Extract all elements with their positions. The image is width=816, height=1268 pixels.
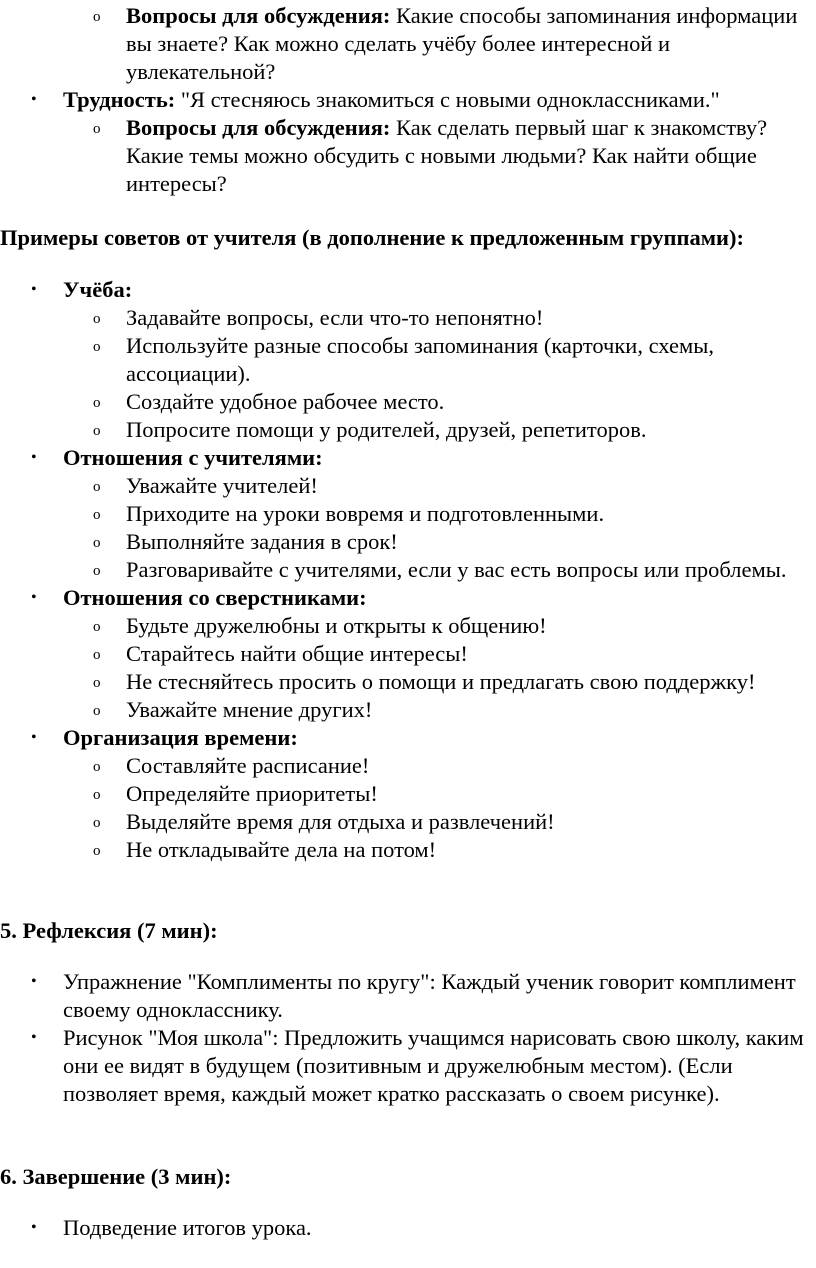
circle-bullet-icon: o — [93, 815, 101, 831]
tip-text: Определяйте приоритеты! — [126, 781, 378, 806]
tip-text: Используйте разные способы запоминания (карточки, схемы, ассоциации). — [126, 333, 714, 386]
tip-item — [0, 556, 814, 584]
item-text: Рисунок "Моя школа": Предложить учащимся нарисовать свою школу, каким они ее видят в будущем (позитивным и дружелюбным местом). (Если позволяет время, каждый может кратко рассказать о своем рисунке). — [63, 1025, 804, 1106]
tip-item — [0, 388, 814, 416]
difficulty-item — [0, 86, 813, 114]
tip-item — [0, 808, 814, 836]
tip-item — [0, 612, 814, 640]
circle-bullet-icon: o — [93, 759, 101, 775]
tip-text: Не стесняйтесь просить о помощи и предлагать свою поддержку! — [126, 669, 756, 694]
tips-heading: Примеры советов от учителя (в дополнение к предложенным группами): — [0, 225, 744, 250]
tip-text: Уважайте мнение других! — [126, 697, 373, 722]
disc-bullet-icon: • — [31, 1219, 37, 1236]
tip-text: Не откладывайте дела на потом! — [126, 837, 437, 862]
closing-item — [0, 1214, 813, 1242]
tips-group-peers — [0, 584, 813, 612]
reflection-list — [0, 968, 816, 1108]
circle-bullet-icon: o — [93, 843, 101, 859]
group-title: Отношения со сверстниками: — [63, 585, 367, 610]
reflection-heading: 5. Рефлексия (7 мин): — [0, 918, 218, 943]
circle-bullet-icon: o — [93, 479, 101, 495]
item-text: Как сделать первый шаг к знакомству? Какие темы можно обсудить с новыми людьми? Как найти общие интересы? — [126, 115, 768, 196]
tip-item — [0, 500, 814, 528]
tips-group-time — [0, 724, 813, 752]
tip-item — [0, 696, 814, 724]
tip-item — [0, 332, 814, 388]
group-title: Отношения с учителями: — [63, 445, 323, 470]
discussion-questions-item — [0, 2, 814, 86]
tip-text: Уважайте учителей! — [126, 473, 318, 498]
tip-text: Попросите помощи у родителей, друзей, репетиторов. — [126, 417, 647, 442]
circle-bullet-icon: o — [93, 619, 101, 635]
closing-list — [0, 1214, 816, 1242]
tip-item — [0, 836, 814, 864]
tip-item — [0, 640, 814, 668]
circle-bullet-icon: o — [93, 121, 101, 137]
tip-text: Выделяйте время для отдыха и развлечений! — [126, 809, 555, 834]
item-text: Какие способы запоминания информации вы знаете? Как можно сделать учёбу более интересной и увлекательной? — [126, 3, 798, 84]
disc-bullet-icon: • — [31, 91, 37, 108]
disc-bullet-icon: • — [31, 1029, 37, 1046]
item-text: "Я стесняюсь знакомиться с новыми одноклассниками." — [180, 87, 720, 112]
circle-bullet-icon: o — [93, 787, 101, 803]
tip-text: Разговаривайте с учителями, если у вас есть вопросы или проблемы. — [126, 557, 787, 582]
tips-group-teachers — [0, 444, 813, 472]
tip-item — [0, 752, 814, 780]
disc-bullet-icon: • — [31, 449, 37, 466]
tip-item — [0, 528, 814, 556]
item-text: Подведение итогов урока. — [63, 1215, 312, 1240]
tip-text: Старайтесь найти общие интересы! — [126, 641, 468, 666]
closing-heading: 6. Завершение (3 мин): — [0, 1164, 232, 1189]
tip-item — [0, 472, 814, 500]
circle-bullet-icon: o — [93, 563, 101, 579]
circle-bullet-icon: o — [93, 703, 101, 719]
disc-bullet-icon: • — [31, 589, 37, 606]
discussion-questions-item — [0, 114, 814, 198]
tip-text: Выполняйте задания в срок! — [126, 529, 398, 554]
circle-bullet-icon: o — [93, 9, 101, 25]
tip-item — [0, 780, 814, 808]
circle-bullet-icon: o — [93, 675, 101, 691]
tips-list — [0, 276, 816, 864]
tip-text: Приходите на уроки вовремя и подготовленными. — [126, 501, 605, 526]
circle-bullet-icon: o — [93, 395, 101, 411]
disc-bullet-icon: • — [31, 729, 37, 746]
tip-text: Составляйте расписание! — [126, 753, 370, 778]
circle-bullet-icon: o — [93, 647, 101, 663]
circle-bullet-icon: o — [93, 535, 101, 551]
tip-item — [0, 416, 814, 444]
reflection-item — [0, 968, 813, 1024]
tip-text: Будьте дружелюбны и открыты к общению! — [126, 613, 547, 638]
circle-bullet-icon: o — [93, 311, 101, 327]
item-label: Трудность: — [63, 87, 176, 112]
group-title: Учёба: — [63, 277, 133, 302]
item-text: Упражнение "Комплименты по кругу": Каждый ученик говорит комплимент своему однокласснику. — [63, 969, 796, 1022]
tip-text: Создайте удобное рабочее место. — [126, 389, 445, 414]
item-label: Вопросы для обсуждения: — [126, 115, 391, 140]
circle-bullet-icon: o — [93, 507, 101, 523]
circle-bullet-icon: o — [93, 423, 101, 439]
disc-bullet-icon: • — [31, 973, 37, 990]
disc-bullet-icon: • — [31, 281, 37, 298]
tips-group-study — [0, 276, 813, 304]
reflection-item — [0, 1024, 813, 1108]
tip-item — [0, 304, 814, 332]
group-title: Организация времени: — [63, 725, 298, 750]
difficulties-list — [0, 2, 816, 198]
circle-bullet-icon: o — [93, 339, 101, 355]
item-label: Вопросы для обсуждения: — [126, 3, 391, 28]
tip-text: Задавайте вопросы, если что-то непонятно! — [126, 305, 544, 330]
tip-item — [0, 668, 814, 696]
